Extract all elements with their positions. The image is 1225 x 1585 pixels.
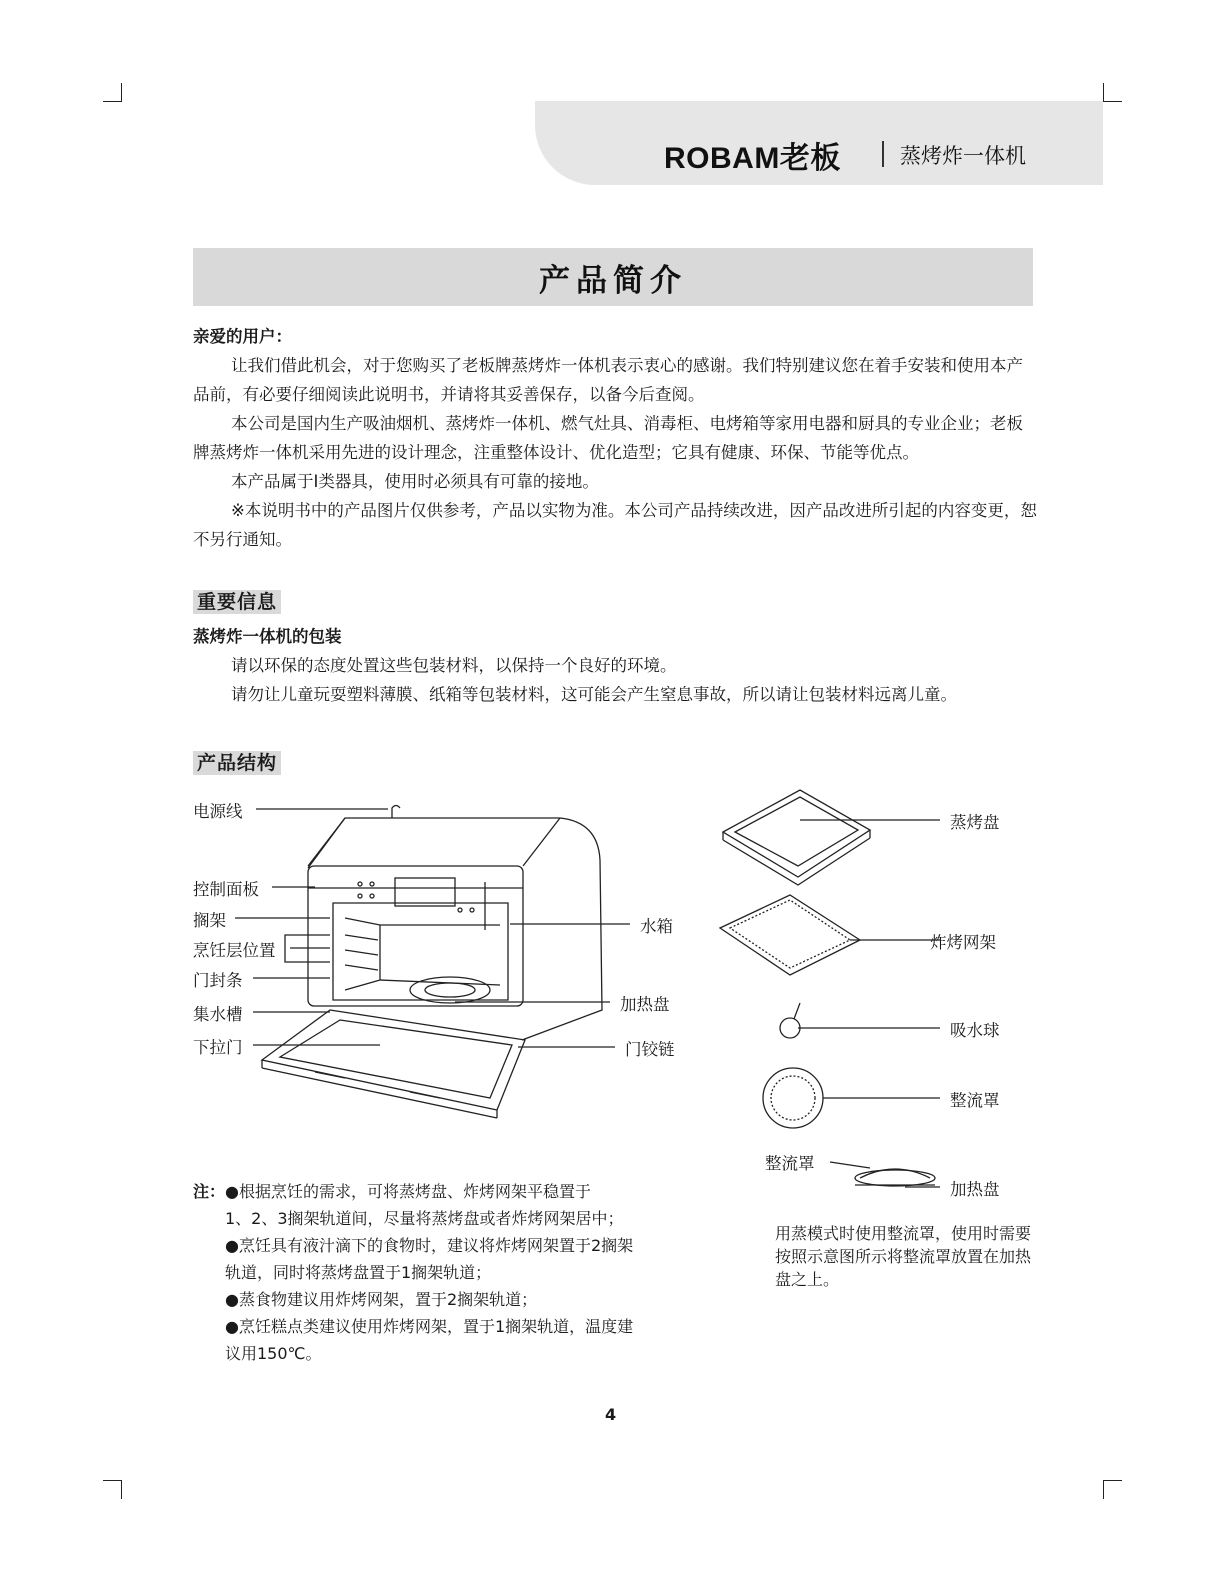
section-heading-structure: 产品结构: [193, 751, 281, 775]
label-suction-ball: 吸水球: [950, 1021, 1000, 1040]
section-heading-important: 重要信息: [193, 590, 281, 614]
label-control-panel: 控制面板: [193, 880, 259, 899]
label-door-hinge: 门铰链: [625, 1040, 675, 1059]
label-steam-tray: 蒸烤盘: [950, 813, 1000, 832]
page-title: 产品简介: [539, 262, 687, 299]
label-heating-plate-assembly: 加热盘: [950, 1180, 1000, 1199]
note-row-3: ●烹饪具有液汁滴下的食物时，建议将炸烤网架置于2搁架: [225, 1236, 634, 1255]
note-row-4: 轨道，同时将蒸烤盘置于1搁架轨道；: [225, 1263, 492, 1282]
fairing-on-heating-plate-illustration: [855, 1169, 935, 1186]
suction-ball-illustration: [780, 1003, 800, 1038]
packaging-line-1: 请以环保的态度处置这些包装材料，以保持一个良好的环境。: [231, 656, 677, 675]
product-name: 蒸烤炸一体机: [900, 144, 1026, 168]
fairing-usage-note: 用蒸模式时使用整流罩，使用时需要按照示意图所示将整流罩放置在加热盘之上。: [775, 1224, 1032, 1289]
intro-paragraph-4: ※本说明书中的产品图片仅供参考，产品以实物为准。本公司产品持续改进，因产品改进所引起的内容变更，恕不另行通知。: [193, 501, 1037, 549]
label-door-seal: 门封条: [193, 971, 243, 990]
label-power-cord: 电源线: [193, 802, 243, 821]
intro-paragraph-1: 让我们借此机会，对于您购买了老板牌蒸烤炸一体机表示衷心的感谢。我们特别建议您在着手安装和使用本产品前，有必要仔细阅读此说明书，并请将其妥善保存，以备今后查阅。: [193, 356, 1023, 404]
packaging-subheading: 蒸烤炸一体机的包装: [193, 627, 342, 646]
note-row-1: ●根据烹饪的需求，可将蒸烤盘、炸烤网架平稳置于: [225, 1182, 591, 1201]
label-water-tank: 水箱: [640, 917, 673, 936]
note-row-5: ●蒸食物建议用炸烤网架，置于2搁架轨道；: [225, 1290, 538, 1309]
brand-logo: ROBAM老板: [664, 142, 841, 175]
label-fairing: 整流罩: [950, 1091, 1000, 1110]
note-row-2: 1、2、3搁架轨道间，尽量将蒸烤盘或者炸烤网架居中；: [225, 1209, 624, 1228]
note-prefix: 注：: [193, 1182, 226, 1201]
steam-tray-illustration: [723, 790, 870, 885]
packaging-line-2: 请勿让儿童玩耍塑料薄膜、纸箱等包装材料，这可能会产生窒息事故，所以请让包装材料远离儿童。: [231, 685, 957, 704]
label-shelf: 搁架: [193, 911, 226, 930]
usage-notes: [193, 1178, 713, 1367]
intro-paragraph-2: 本公司是国内生产吸油烟机、蒸烤炸一体机、燃气灶具、消毒柜、电烤箱等家用电器和厨具的专业企业；老板牌蒸烤炸一体机采用先进的设计理念，注重整体设计、优化造型；它具有健康、环保、节能等优点。: [193, 414, 1023, 462]
page-number: 4: [605, 1405, 617, 1424]
label-heating-plate: 加热盘: [620, 995, 670, 1014]
label-water-tray: 集水槽: [193, 1005, 243, 1024]
label-drop-door: 下拉门: [193, 1038, 243, 1057]
label-grill-rack: 炸烤网架: [930, 933, 996, 952]
label-fairing-assembly: 整流罩: [765, 1154, 815, 1173]
intro-paragraph-3: 本产品属于I类器具，使用时必须具有可靠的接地。: [231, 472, 599, 491]
fairing-illustration: [763, 1068, 823, 1128]
note-row-6: ●烹饪糕点类建议使用炸烤网架，置于1搁架轨道，温度建: [225, 1317, 634, 1336]
grill-rack-illustration: [720, 895, 860, 975]
greeting: 亲爱的用户：: [193, 327, 292, 346]
note-row-7: 议用150℃。: [225, 1344, 322, 1363]
label-cooking-level: 烹饪层位置: [193, 941, 276, 960]
